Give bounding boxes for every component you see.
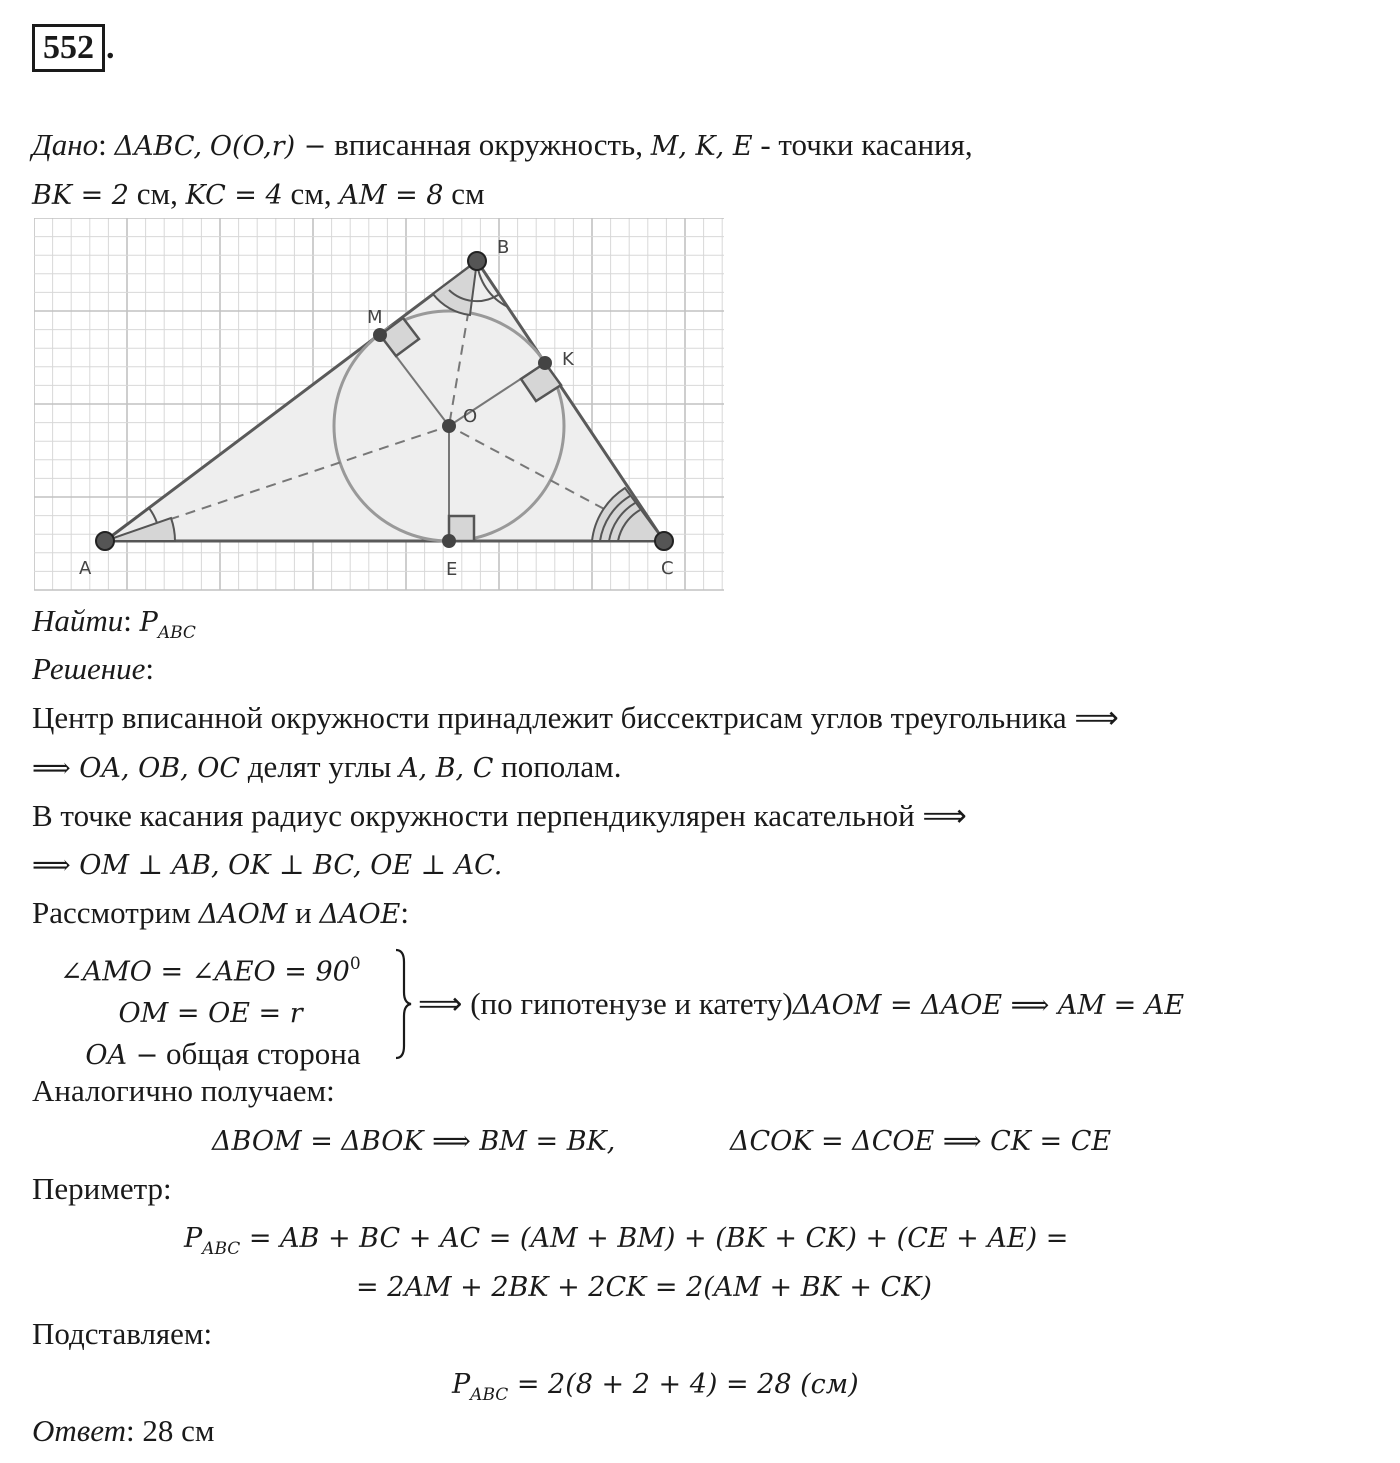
given-triangle: ΔABC, [114, 131, 203, 162]
answer-label: Ответ [32, 1413, 126, 1448]
answer-line [32, 1412, 214, 1450]
solution-l5-colon: : [400, 895, 409, 930]
solution-line-4 [32, 845, 502, 885]
equality-bom-bok: ΔBOM = ΔBOK ⟹ BM = BK, [212, 1126, 616, 1157]
given-kc: KC = 4 [185, 180, 283, 211]
perimeter-line-3 [452, 1364, 859, 1414]
solution-line-1: Центр вписанной окружности принадлежит биссектрисам углов треугольника ⟹ [32, 700, 1119, 735]
perimeter-expr-1: = AB + BC + AC = (AM + BM) + (BK + CK) + (CE + AE) = [240, 1223, 1069, 1254]
given-unit-1: см, [136, 176, 178, 211]
solution-l2-math: ⟹ OA, OB, OC [32, 753, 241, 784]
label-m: M [367, 307, 383, 328]
answer-value: : 28 см [125, 1413, 215, 1448]
solution-label: Решение [32, 651, 146, 686]
equality-cok-coe: ΔCOK = ΔCOE ⟹ CK = CE [730, 1126, 1112, 1157]
given-circle: O(O,r) − [209, 131, 327, 162]
solution-l5-and: и [295, 895, 312, 930]
solution-l4-math: ⟹ OM ⊥ AB, OK ⊥ BC, OE ⊥ AC. [32, 850, 503, 881]
triangle-abc [105, 261, 664, 541]
perimeter-p-sub: ABC [202, 1239, 241, 1260]
solution-line-2 [32, 748, 622, 788]
solution-line-3: В точке касания радиус окружности перпендикулярен касательной ⟹ [32, 798, 967, 833]
label-b: B [497, 237, 510, 258]
given-line-1: Дано: ΔABC, O(O,r) − вписанная окружность, M, K, E - точки касания, [32, 127, 973, 162]
point-o [442, 419, 456, 433]
point-a [96, 532, 114, 550]
given-line-2 [32, 175, 485, 215]
perimeter-expr-2: = 2AM + 2BK + 2CK = 2(AM + BK + CK) [356, 1272, 932, 1303]
system-eq-1-sup: 0 [349, 954, 361, 974]
given-text-inscribed: вписанная окружность, [334, 127, 643, 162]
system-line-2 [60, 992, 361, 1034]
solution-l5-text: Рассмотрим [32, 895, 191, 930]
perimeter-line-2 [356, 1267, 932, 1307]
label-c: C [661, 558, 674, 579]
perimeter-result: = 2(8 + 2 + 4) = 28 (см) [508, 1369, 859, 1400]
point-c [655, 532, 673, 550]
given-unit-2: см, [290, 176, 332, 211]
find-line: Найти: $P_{ABC}$ [32, 603, 196, 644]
solution-line-8: Периметр: [32, 1171, 172, 1206]
problem-number-dot: . [106, 29, 115, 66]
find-label: Найти [32, 603, 124, 638]
solution-line-7b [730, 1121, 1111, 1161]
label-k: K [562, 349, 574, 370]
right-brace [392, 948, 414, 1060]
point-m [373, 328, 387, 342]
solution-l5-tri2: ΔAOE [319, 899, 401, 930]
solution-line-5 [32, 894, 409, 934]
solution-l2-end: пополам. [501, 749, 622, 784]
find-value: P [139, 607, 158, 638]
system-eq-3-math: OA − [85, 1040, 159, 1072]
label-a: A [79, 558, 92, 579]
equation-system [60, 944, 361, 1076]
solution-heading: Решение: [32, 651, 154, 686]
problem-number: 552 [32, 24, 105, 72]
perimeter-line-1 [184, 1218, 1068, 1268]
system-conclusion [418, 985, 1184, 1025]
point-e [442, 534, 456, 548]
solution-l5-tri1: ΔAOM [198, 899, 288, 930]
given-text-tangent: - точки касания, [760, 127, 973, 162]
given-unit-3: см [451, 176, 485, 211]
label-e: E [446, 559, 458, 580]
solution-l2-text: делят углы [247, 749, 392, 784]
conclusion-math: ΔAOM = ΔAOE ⟹ AM = AE [792, 990, 1185, 1021]
conclusion-text: ⟹ (по гипотенузе и катету) [418, 986, 793, 1021]
given-points: M, K, E [650, 131, 753, 162]
given-am: AM = 8 [339, 180, 444, 211]
triangle-figure [34, 218, 734, 596]
perimeter-p-final-sub: ABC [470, 1385, 509, 1406]
point-b [468, 252, 486, 270]
point-k [538, 356, 552, 370]
perimeter-p: P [184, 1223, 203, 1254]
label-o: O [463, 406, 478, 427]
system-eq-3-text: общая сторона [165, 1036, 361, 1072]
given-bk: BK = 2 [32, 180, 129, 211]
given-label: Дано [32, 127, 99, 162]
system-line-3 [60, 1034, 361, 1076]
solution-l2-angles: A, B, C [399, 753, 494, 784]
find-value-sub: ABC [157, 623, 196, 644]
perimeter-p-final: P [452, 1369, 471, 1400]
solution-line-9: Подставляем: [32, 1316, 213, 1351]
system-eq-2: OM = OE = r [118, 998, 303, 1030]
solution-line-7a [212, 1121, 615, 1161]
system-line-1 [60, 944, 361, 992]
system-eq-1: ∠AMO = ∠AEO = 90 [60, 956, 350, 988]
solution-line-6: Аналогично получаем: [32, 1073, 335, 1108]
